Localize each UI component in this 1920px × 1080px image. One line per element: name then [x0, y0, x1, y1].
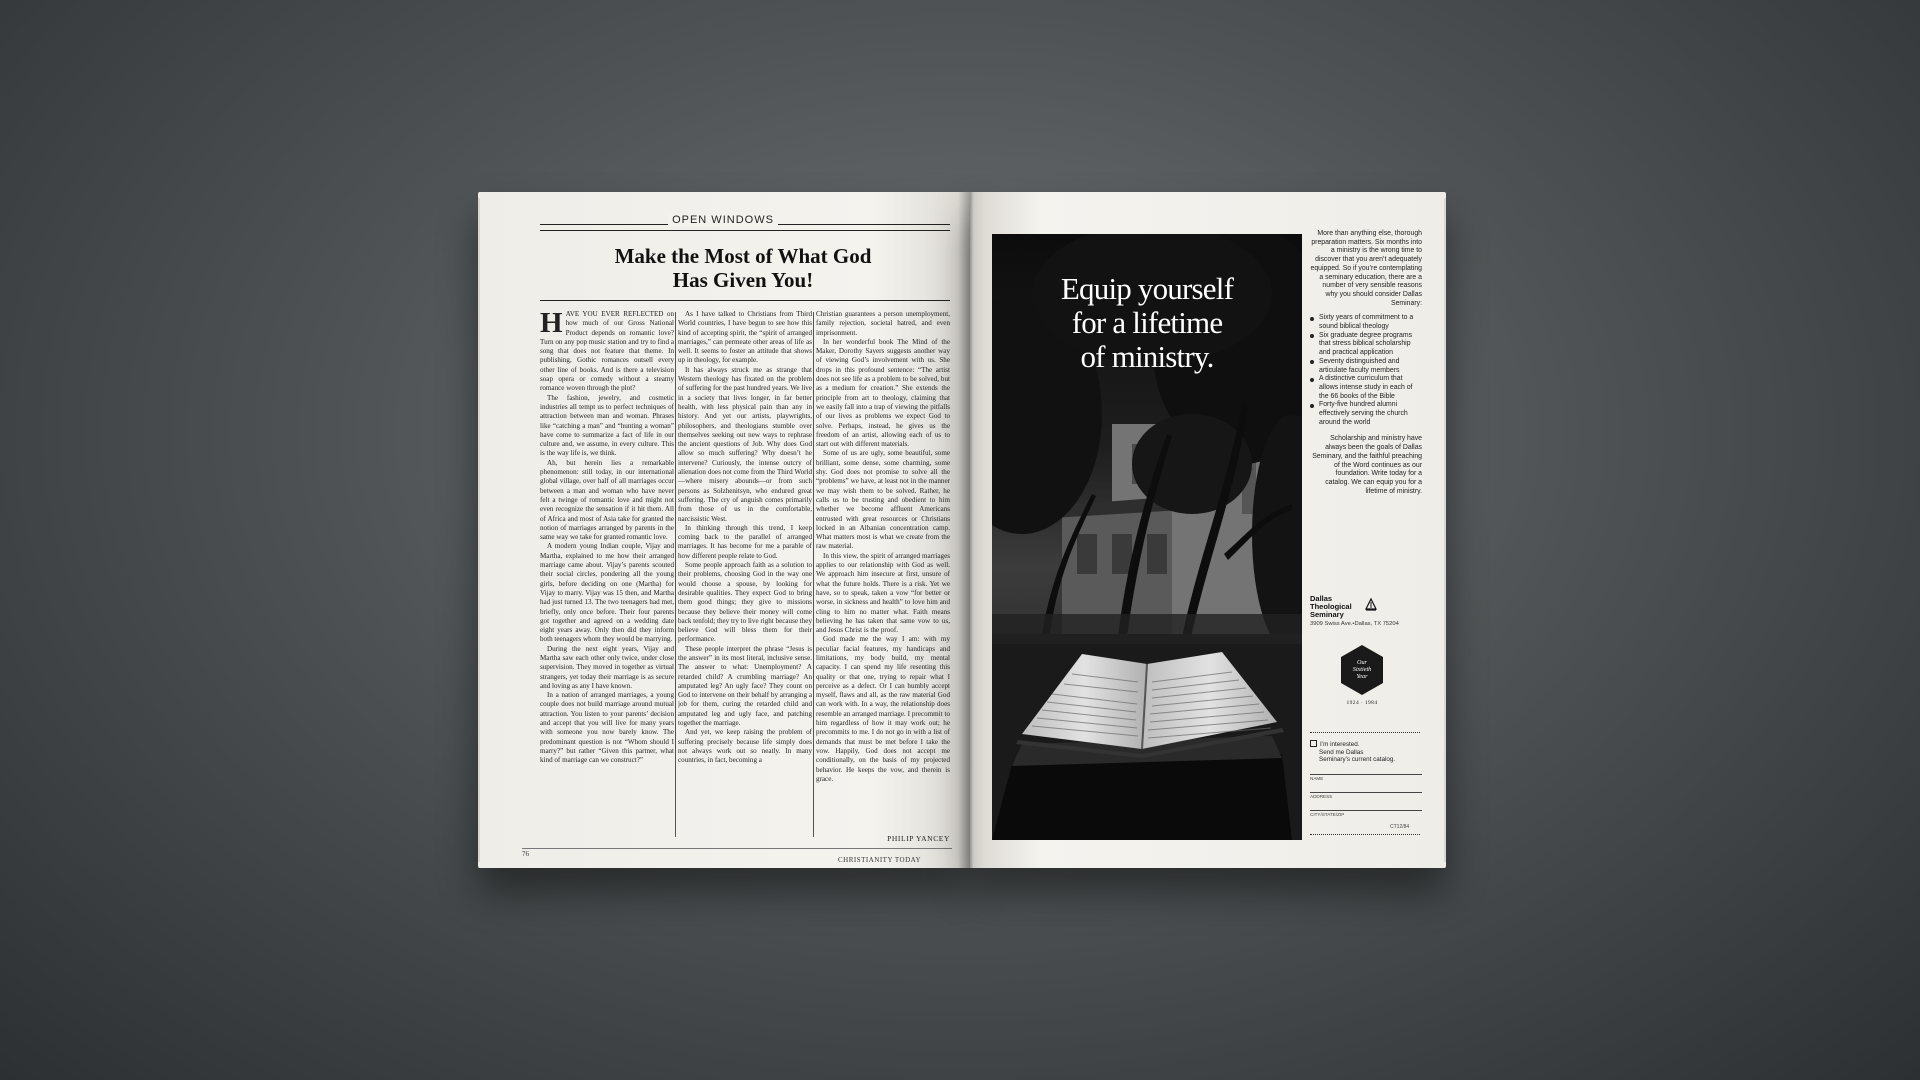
address-field[interactable]: ADDRESS	[1310, 792, 1422, 799]
magazine-spread	[478, 192, 1446, 868]
section-rule	[540, 230, 950, 231]
section-label: OPEN WINDOWS	[478, 214, 968, 226]
seminary-address: 3909 Swiss Ave.•Dallas, TX 75204	[1310, 621, 1399, 627]
ad-closing-text: Scholarship and ministry have always been the goals of Dallas Seminary, and the faithful preaching of the Word continues as our foundation. Write today for a catalog. We can equip you for a lifetime of ministry.	[1312, 435, 1422, 495]
paragraph: The fashion, jewelry, and cosmetic industries all tempt us to perfect techniques of attraction between man and woman. Phrases like “catching a man” and “hunting a woman” have come to summarize a fact of life in our culture and, we assume, in every culture. This is the way life is, we think.	[540, 393, 674, 458]
column-rule	[675, 312, 676, 837]
paragraph: In a nation of arranged marriages, a young couple does not build marriage around mutual attraction. You listen to your parents’ decision and accept that you will live for many years with someone you now barely know. The predominant question is not “Whom should I marry?” but rather “Given this partner, what kind of marriage can we construct?”	[540, 691, 674, 765]
coupon-code: CT12/84	[1390, 824, 1410, 830]
city-state-zip-field[interactable]: CITY/STATE/ZIP	[1310, 810, 1422, 817]
page-edge	[478, 198, 480, 862]
logo-line: Dallas	[1310, 594, 1333, 603]
left-page	[478, 192, 970, 868]
seminary-logo	[1310, 595, 1422, 627]
seminary-emblem-icon	[1364, 597, 1378, 611]
ad-headline-line: Equip yourself	[1060, 271, 1234, 306]
reasons-list	[1310, 314, 1422, 427]
page-number: 76	[522, 850, 529, 858]
paragraph: These people interpret the phrase “Jesus is the answer” in its most literal, inclusive sense. The answer to what: Unemployment? A retarded child? A crumbling marriage? An amputated leg? An ugly face? They count on God to intervene on their behalf by arranging a job for them, curing the retarded child and amputated leg and ugly face, and patching together the marriage.	[678, 644, 812, 728]
logo-line: Theological	[1310, 602, 1352, 611]
ad-photo	[992, 234, 1302, 840]
paragraph: It has always struck me as strange that Western theology has fixated on the problem of suffering for the past hundred years. We live in a society that lives longer, in far better health, with less physical pain than any in history. And yet our artists, playwrights, philosophers, and theologians stumble over themselves seeking out new ways to rephrase the ancient questions of Job. Why does God allow so much suffering? Why doesn’t he intervene? Curiously, the intense outcry of alienation does not come from the Third World—where misery abounds—or from such persons as Solzhenitsyn, who endured great suffering. The cry of anguish comes primarily from those of us in the comfortable, narcissistic West.	[678, 365, 812, 523]
paragraph: In this view, the spirit of arranged marriages applies to our relationship with God as well. We approach him insecure at first, unsure of what the future holds. There is a risk. Yet we have, so to speak, taken a vow “for better or worse, in sickness and health” to love him and cling to him no matter what. Faith means believing he has taken that same vow to us, and Jesus Christ is the proof.	[816, 551, 950, 635]
paragraph: Some people approach faith as a solution to their problems, choosing God in the way one would choose a spouse, by looking for desirable qualities. They expect God to bring them good things; they give to missions because they believe their money will come back tenfold; they try to live right because they believe God will bless them for their performance.	[678, 561, 812, 644]
list-item: Seventy distinguished and articulate faculty members	[1310, 358, 1422, 375]
ad-headline	[992, 272, 1302, 374]
right-page	[970, 192, 1446, 868]
paragraph: As I have talked to Christians from Third World countries, I have begun to see how this kind of accepting spirit, the “spirit of arranged marriages,” can permeate other areas of life as well. It seems to foster an attitude that shows up in theology, for example.	[678, 310, 812, 365]
coupon-text: Send me Dallas	[1319, 748, 1364, 756]
paragraph: A modern young Indian couple, Vijay and Martha, explained to me how their arranged marriage came about. Vijay’s parents scouted their social circles, pondering all the young girls, before deciding on one (Martha) for Vijay to marry. Vijay was 15 then, and Martha had just turned 13. The two teenagers had met, briefly, only once before. Their four parents got together and agreed on a wedding date eight years away. Only then did they inform both teenagers whom they would be marrying.	[540, 542, 674, 644]
article-column-1	[540, 310, 674, 830]
logo-line: Seminary	[1310, 610, 1344, 619]
list-item: A distinctive curriculum that allows intense study in each of the 66 books of the Bible	[1310, 375, 1422, 401]
seal-line: Our	[1357, 659, 1367, 666]
name-field[interactable]: NAME	[1310, 774, 1422, 781]
list-item: Six graduate degree programs that stress biblical scholarship and practical application	[1310, 332, 1422, 358]
paragraph: And yet, we keep raising the problem of suffering precisely because life simply does not always work out so neatly. In many countries, in fact, becoming a	[678, 728, 812, 765]
paragraph: In her wonderful book The Mind of the Maker, Dorothy Sayers suggests another way of viewing God’s involvement with us. She drops in this profound sentence: “The artist does not see life as a problem to be solved, but as a medium for creation.” She extends the principle from art to theology, claiming that we easily fall into a trap of viewing the pitfalls of our lives as problems we expect God to solve. Perhaps, instead, he gives us the freedom of an artist, allowing each of us to start out with different materials.	[816, 337, 950, 449]
coupon-text: Seminary’s current catalog.	[1319, 756, 1396, 764]
coupon-cut-line	[1310, 834, 1420, 835]
coupon-cut-line	[1310, 732, 1420, 733]
paragraph: God made me the way I am: with my peculiar facial features, my handicaps and limitations, my body build, my mental capacity. I can spend my life resenting this quality or that one, trying to repair what I perceive as a defect. Or I can humbly accept myself, flaws and all, as the raw material God can work with. In a way, the relationship does resemble an arranged marriage. I precommit to him regardless of how it may work out; he precommits to me. I do not go in with a list of demands that must be met before I take the vow. Happily, God does not accept me conditionally, on the basis of my projected behavior. He keeps the vow, and therein is grace.	[816, 635, 950, 783]
footer-rule	[522, 848, 952, 849]
paragraph: AVE YOU EVER REFLECTED on how much of our Gross National Product depends on romantic love? Turn on any pop music station and try to find a song that does not feature that theme. In publishing, Gothic romances outsell every other line of books. And is there a television soap opera or comedy without a steamy romance woven through the plot?	[540, 310, 674, 393]
coupon	[1310, 740, 1422, 764]
article-headline	[538, 244, 948, 292]
article-column-2	[678, 310, 812, 830]
drop-cap: H	[540, 310, 563, 339]
paragraph: Christian guarantees a person unemployment, family rejection, societal hatred, and even imprisonment.	[816, 310, 950, 337]
seal-years: 1924 · 1984	[1346, 700, 1378, 706]
paragraph: Ah, but herein lies a remarkable phenomenon: still today, in our international global village, over half of all marriages occur between a man and woman who have never felt a twinge of romantic love and might not even recognize the sensation if it hit them. All of Africa and most of Asia take for granted the notion of marriages arranged by parents in the same way we take for granted romantic love.	[540, 458, 674, 542]
coupon-text: I’m interested.	[1320, 741, 1360, 748]
ad-intro-text: More than anything else, thorough preparation matters. Six months into a ministry is the wrong time to discover that you aren’t adequately equipped. So if you’re contemplating a seminary education, there are a number of very sensible reasons why you should consider Dallas Seminary:	[1310, 230, 1422, 307]
headline-rule	[540, 300, 950, 301]
seal-line: Sixtieth	[1352, 666, 1372, 673]
paragraph: In thinking through this trend, I keep coming back to the parallel of arranged marriages. It has become for me a parable of how different people relate to God.	[678, 523, 812, 560]
ad-headline-line: for a lifetime	[1071, 305, 1223, 340]
column-rule	[813, 312, 814, 837]
headline-line: Has Given You!	[672, 268, 814, 292]
seal-line: Year	[1356, 673, 1368, 680]
running-footer: CHRISTIANITY TODAY	[838, 856, 922, 864]
article-column-3	[816, 310, 950, 830]
ad-headline-line: of ministry.	[1080, 339, 1214, 374]
paragraph: During the next eight years, Vijay and Martha saw each other only twice, under close supervision. They moved in together as virtual strangers, yet today their marriage is as secure and loving as any I have known.	[540, 644, 674, 690]
author-byline: PHILIP YANCEY	[887, 834, 950, 843]
seal-text	[1340, 659, 1384, 680]
headline-line: Make the Most of What God	[614, 244, 872, 268]
interest-checkbox[interactable]	[1310, 740, 1317, 747]
list-item: Forty-five hundred alumni effectively serving the church around the world	[1310, 401, 1422, 427]
paragraph: Some of us are ugly, some beautiful, some brilliant, some dense, some charming, some shy. God does not promise to solve all the “problems” we have, at least not in the manner we may wish them to be solved. Rather, he calls us to be trusting and obedient to him whether we become affluent Americans entrusted with great resources or Christians locked in an Albanian concentration camp. What matters most is what we create from the raw material.	[816, 449, 950, 551]
list-item: Sixty years of commitment to a sound biblical theology	[1310, 314, 1422, 331]
page-edge	[1444, 198, 1446, 862]
ad-copy	[1310, 230, 1422, 496]
